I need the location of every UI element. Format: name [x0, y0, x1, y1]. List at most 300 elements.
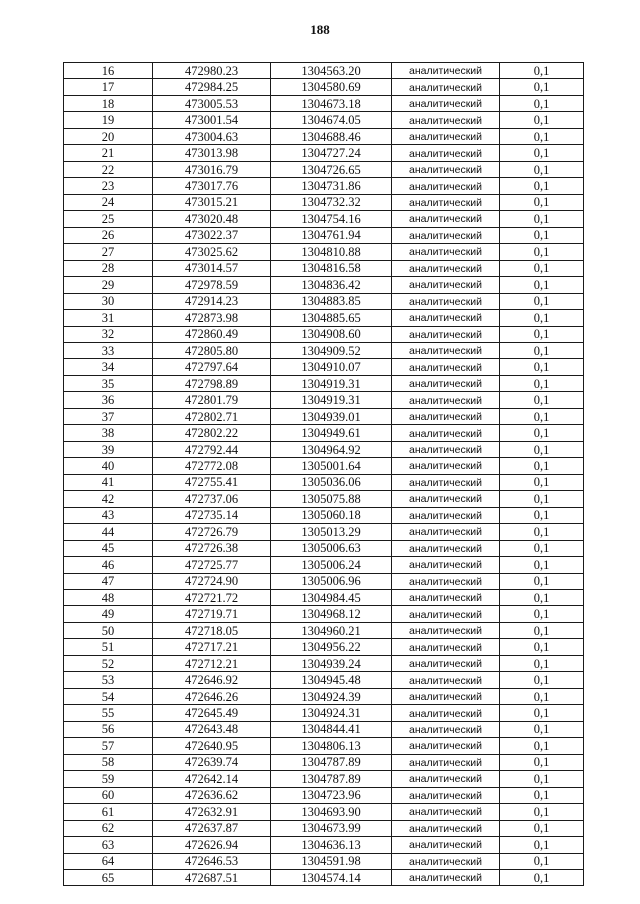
method-cell: аналитический [392, 458, 500, 474]
y-coordinate-cell: 1304908.60 [271, 326, 392, 342]
method-cell: аналитический [392, 211, 500, 227]
method-cell: аналитический [392, 277, 500, 293]
method-cell: аналитический [392, 507, 500, 523]
x-coordinate-cell: 472687.51 [153, 869, 271, 885]
point-number-cell: 43 [64, 507, 153, 523]
point-number-cell: 51 [64, 639, 153, 655]
method-cell: аналитический [392, 524, 500, 540]
x-coordinate-cell: 473005.53 [153, 95, 271, 111]
point-number-cell: 61 [64, 804, 153, 820]
method-cell: аналитический [392, 95, 500, 111]
point-number-cell: 58 [64, 754, 153, 770]
y-coordinate-cell: 1304787.89 [271, 771, 392, 787]
accuracy-cell: 0,1 [500, 688, 584, 704]
y-coordinate-cell: 1304693.90 [271, 804, 392, 820]
y-coordinate-cell: 1304885.65 [271, 310, 392, 326]
accuracy-cell: 0,1 [500, 441, 584, 457]
y-coordinate-cell: 1304732.32 [271, 194, 392, 210]
table-row [64, 754, 584, 770]
x-coordinate-cell: 472637.87 [153, 820, 271, 836]
table-row [64, 178, 584, 194]
x-coordinate-cell: 472712.21 [153, 655, 271, 671]
accuracy-cell: 0,1 [500, 672, 584, 688]
x-coordinate-cell: 472914.23 [153, 293, 271, 309]
accuracy-cell: 0,1 [500, 738, 584, 754]
table-row [64, 194, 584, 210]
method-cell: аналитический [392, 606, 500, 622]
method-cell: аналитический [392, 310, 500, 326]
point-number-cell: 47 [64, 573, 153, 589]
point-number-cell: 20 [64, 128, 153, 144]
point-number-cell: 32 [64, 326, 153, 342]
table-row [64, 705, 584, 721]
accuracy-cell: 0,1 [500, 277, 584, 293]
x-coordinate-cell: 472646.53 [153, 853, 271, 869]
method-cell: аналитический [392, 820, 500, 836]
x-coordinate-cell: 472724.90 [153, 573, 271, 589]
x-coordinate-cell: 472717.21 [153, 639, 271, 655]
x-coordinate-cell: 472626.94 [153, 837, 271, 853]
table-row [64, 244, 584, 260]
accuracy-cell: 0,1 [500, 557, 584, 573]
table-row [64, 326, 584, 342]
table-row [64, 672, 584, 688]
accuracy-cell: 0,1 [500, 787, 584, 803]
table-row [64, 540, 584, 556]
accuracy-cell: 0,1 [500, 392, 584, 408]
accuracy-cell: 0,1 [500, 359, 584, 375]
accuracy-cell: 0,1 [500, 853, 584, 869]
point-number-cell: 17 [64, 79, 153, 95]
y-coordinate-cell: 1304984.45 [271, 590, 392, 606]
y-coordinate-cell: 1304964.92 [271, 441, 392, 457]
point-number-cell: 44 [64, 524, 153, 540]
method-cell: аналитический [392, 705, 500, 721]
accuracy-cell: 0,1 [500, 754, 584, 770]
x-coordinate-cell: 473013.98 [153, 145, 271, 161]
accuracy-cell: 0,1 [500, 375, 584, 391]
accuracy-cell: 0,1 [500, 491, 584, 507]
y-coordinate-cell: 1304883.85 [271, 293, 392, 309]
y-coordinate-cell: 1304836.42 [271, 277, 392, 293]
method-cell: аналитический [392, 128, 500, 144]
table-row [64, 277, 584, 293]
x-coordinate-cell: 472646.26 [153, 688, 271, 704]
table-row [64, 590, 584, 606]
point-number-cell: 29 [64, 277, 153, 293]
point-number-cell: 64 [64, 853, 153, 869]
point-number-cell: 18 [64, 95, 153, 111]
y-coordinate-cell: 1304919.31 [271, 392, 392, 408]
method-cell: аналитический [392, 804, 500, 820]
point-number-cell: 48 [64, 590, 153, 606]
table-row [64, 606, 584, 622]
point-number-cell: 46 [64, 557, 153, 573]
accuracy-cell: 0,1 [500, 804, 584, 820]
table-row [64, 128, 584, 144]
x-coordinate-cell: 472978.59 [153, 277, 271, 293]
x-coordinate-cell: 473025.62 [153, 244, 271, 260]
y-coordinate-cell: 1305013.29 [271, 524, 392, 540]
x-coordinate-cell: 472725.77 [153, 557, 271, 573]
point-number-cell: 59 [64, 771, 153, 787]
accuracy-cell: 0,1 [500, 524, 584, 540]
y-coordinate-cell: 1304580.69 [271, 79, 392, 95]
point-number-cell: 41 [64, 474, 153, 490]
point-number-cell: 57 [64, 738, 153, 754]
x-coordinate-cell: 472642.14 [153, 771, 271, 787]
x-coordinate-cell: 473020.48 [153, 211, 271, 227]
point-number-cell: 40 [64, 458, 153, 474]
x-coordinate-cell: 472805.80 [153, 342, 271, 358]
y-coordinate-cell: 1304924.31 [271, 705, 392, 721]
table-row [64, 310, 584, 326]
y-coordinate-cell: 1304949.61 [271, 425, 392, 441]
x-coordinate-cell: 473017.76 [153, 178, 271, 194]
x-coordinate-cell: 472632.91 [153, 804, 271, 820]
table-row [64, 557, 584, 573]
method-cell: аналитический [392, 375, 500, 391]
x-coordinate-cell: 472802.71 [153, 408, 271, 424]
page-number: 188 [310, 22, 330, 37]
x-coordinate-cell: 472639.74 [153, 754, 271, 770]
x-coordinate-cell: 472984.25 [153, 79, 271, 95]
method-cell: аналитический [392, 540, 500, 556]
accuracy-cell: 0,1 [500, 227, 584, 243]
accuracy-cell: 0,1 [500, 639, 584, 655]
coordinates-table [63, 62, 584, 886]
y-coordinate-cell: 1304787.89 [271, 754, 392, 770]
y-coordinate-cell: 1304810.88 [271, 244, 392, 260]
x-coordinate-cell: 473016.79 [153, 161, 271, 177]
x-coordinate-cell: 472792.44 [153, 441, 271, 457]
y-coordinate-cell: 1304723.96 [271, 787, 392, 803]
table-row [64, 425, 584, 441]
table-row [64, 79, 584, 95]
y-coordinate-cell: 1304939.01 [271, 408, 392, 424]
x-coordinate-cell: 472737.06 [153, 491, 271, 507]
accuracy-cell: 0,1 [500, 721, 584, 737]
method-cell: аналитический [392, 639, 500, 655]
point-number-cell: 62 [64, 820, 153, 836]
x-coordinate-cell: 472802.22 [153, 425, 271, 441]
x-coordinate-cell: 472873.98 [153, 310, 271, 326]
y-coordinate-cell: 1304761.94 [271, 227, 392, 243]
method-cell: аналитический [392, 194, 500, 210]
point-number-cell: 26 [64, 227, 153, 243]
x-coordinate-cell: 472726.79 [153, 524, 271, 540]
accuracy-cell: 0,1 [500, 260, 584, 276]
accuracy-cell: 0,1 [500, 161, 584, 177]
method-cell: аналитический [392, 771, 500, 787]
x-coordinate-cell: 472640.95 [153, 738, 271, 754]
method-cell: аналитический [392, 145, 500, 161]
table-row [64, 771, 584, 787]
point-number-cell: 23 [64, 178, 153, 194]
x-coordinate-cell: 472801.79 [153, 392, 271, 408]
table-row [64, 721, 584, 737]
y-coordinate-cell: 1304574.14 [271, 869, 392, 885]
point-number-cell: 63 [64, 837, 153, 853]
method-cell: аналитический [392, 754, 500, 770]
accuracy-cell: 0,1 [500, 820, 584, 836]
point-number-cell: 53 [64, 672, 153, 688]
accuracy-cell: 0,1 [500, 112, 584, 128]
x-coordinate-cell: 473015.21 [153, 194, 271, 210]
table-row [64, 853, 584, 869]
method-cell: аналитический [392, 227, 500, 243]
table-row [64, 655, 584, 671]
x-coordinate-cell: 472755.41 [153, 474, 271, 490]
point-number-cell: 50 [64, 622, 153, 638]
method-cell: аналитический [392, 244, 500, 260]
y-coordinate-cell: 1304924.39 [271, 688, 392, 704]
table-row [64, 837, 584, 853]
point-number-cell: 16 [64, 63, 153, 79]
x-coordinate-cell: 473004.63 [153, 128, 271, 144]
y-coordinate-cell: 1304844.41 [271, 721, 392, 737]
method-cell: аналитический [392, 853, 500, 869]
y-coordinate-cell: 1304909.52 [271, 342, 392, 358]
accuracy-cell: 0,1 [500, 425, 584, 441]
coordinates-table-body [64, 63, 584, 886]
y-coordinate-cell: 1304956.22 [271, 639, 392, 655]
x-coordinate-cell: 472636.62 [153, 787, 271, 803]
method-cell: аналитический [392, 63, 500, 79]
table-row [64, 688, 584, 704]
accuracy-cell: 0,1 [500, 606, 584, 622]
point-number-cell: 28 [64, 260, 153, 276]
x-coordinate-cell: 472646.92 [153, 672, 271, 688]
x-coordinate-cell: 472860.49 [153, 326, 271, 342]
accuracy-cell: 0,1 [500, 622, 584, 638]
table-row [64, 804, 584, 820]
point-number-cell: 27 [64, 244, 153, 260]
accuracy-cell: 0,1 [500, 326, 584, 342]
method-cell: аналитический [392, 178, 500, 194]
point-number-cell: 55 [64, 705, 153, 721]
point-number-cell: 21 [64, 145, 153, 161]
x-coordinate-cell: 472797.64 [153, 359, 271, 375]
table-row [64, 161, 584, 177]
accuracy-cell: 0,1 [500, 95, 584, 111]
accuracy-cell: 0,1 [500, 771, 584, 787]
y-coordinate-cell: 1304591.98 [271, 853, 392, 869]
y-coordinate-cell: 1304960.21 [271, 622, 392, 638]
y-coordinate-cell: 1305001.64 [271, 458, 392, 474]
y-coordinate-cell: 1304563.20 [271, 63, 392, 79]
accuracy-cell: 0,1 [500, 145, 584, 161]
method-cell: аналитический [392, 655, 500, 671]
method-cell: аналитический [392, 672, 500, 688]
method-cell: аналитический [392, 622, 500, 638]
method-cell: аналитический [392, 590, 500, 606]
y-coordinate-cell: 1305060.18 [271, 507, 392, 523]
y-coordinate-cell: 1304726.65 [271, 161, 392, 177]
x-coordinate-cell: 473001.54 [153, 112, 271, 128]
y-coordinate-cell: 1305036.06 [271, 474, 392, 490]
y-coordinate-cell: 1304731.86 [271, 178, 392, 194]
accuracy-cell: 0,1 [500, 573, 584, 589]
y-coordinate-cell: 1304673.18 [271, 95, 392, 111]
method-cell: аналитический [392, 112, 500, 128]
table-row [64, 573, 584, 589]
y-coordinate-cell: 1304727.24 [271, 145, 392, 161]
table-row [64, 392, 584, 408]
x-coordinate-cell: 472645.49 [153, 705, 271, 721]
y-coordinate-cell: 1304816.58 [271, 260, 392, 276]
table-row [64, 260, 584, 276]
y-coordinate-cell: 1304910.07 [271, 359, 392, 375]
point-number-cell: 49 [64, 606, 153, 622]
y-coordinate-cell: 1304674.05 [271, 112, 392, 128]
x-coordinate-cell: 472719.71 [153, 606, 271, 622]
x-coordinate-cell: 472798.89 [153, 375, 271, 391]
method-cell: аналитический [392, 293, 500, 309]
method-cell: аналитический [392, 161, 500, 177]
table-row [64, 738, 584, 754]
table-row [64, 787, 584, 803]
accuracy-cell: 0,1 [500, 293, 584, 309]
point-number-cell: 60 [64, 787, 153, 803]
y-coordinate-cell: 1305006.63 [271, 540, 392, 556]
method-cell: аналитический [392, 260, 500, 276]
accuracy-cell: 0,1 [500, 590, 584, 606]
method-cell: аналитический [392, 573, 500, 589]
accuracy-cell: 0,1 [500, 837, 584, 853]
point-number-cell: 22 [64, 161, 153, 177]
y-coordinate-cell: 1304919.31 [271, 375, 392, 391]
method-cell: аналитический [392, 474, 500, 490]
y-coordinate-cell: 1305006.24 [271, 557, 392, 573]
table-row [64, 869, 584, 885]
table-row [64, 375, 584, 391]
y-coordinate-cell: 1304754.16 [271, 211, 392, 227]
table-row [64, 95, 584, 111]
point-number-cell: 38 [64, 425, 153, 441]
table-row [64, 507, 584, 523]
point-number-cell: 65 [64, 869, 153, 885]
table-row [64, 145, 584, 161]
point-number-cell: 45 [64, 540, 153, 556]
x-coordinate-cell: 473014.57 [153, 260, 271, 276]
method-cell: аналитический [392, 425, 500, 441]
y-coordinate-cell: 1305075.88 [271, 491, 392, 507]
table-row [64, 227, 584, 243]
point-number-cell: 42 [64, 491, 153, 507]
method-cell: аналитический [392, 441, 500, 457]
method-cell: аналитический [392, 688, 500, 704]
point-number-cell: 34 [64, 359, 153, 375]
point-number-cell: 33 [64, 342, 153, 358]
y-coordinate-cell: 1304945.48 [271, 672, 392, 688]
point-number-cell: 39 [64, 441, 153, 457]
point-number-cell: 52 [64, 655, 153, 671]
method-cell: аналитический [392, 392, 500, 408]
y-coordinate-cell: 1304636.13 [271, 837, 392, 853]
method-cell: аналитический [392, 721, 500, 737]
table-row [64, 524, 584, 540]
table-row [64, 458, 584, 474]
y-coordinate-cell: 1304968.12 [271, 606, 392, 622]
y-coordinate-cell: 1304939.24 [271, 655, 392, 671]
table-row [64, 441, 584, 457]
accuracy-cell: 0,1 [500, 211, 584, 227]
accuracy-cell: 0,1 [500, 194, 584, 210]
method-cell: аналитический [392, 738, 500, 754]
accuracy-cell: 0,1 [500, 63, 584, 79]
accuracy-cell: 0,1 [500, 655, 584, 671]
y-coordinate-cell: 1305006.96 [271, 573, 392, 589]
point-number-cell: 56 [64, 721, 153, 737]
y-coordinate-cell: 1304673.99 [271, 820, 392, 836]
y-coordinate-cell: 1304688.46 [271, 128, 392, 144]
table-row [64, 211, 584, 227]
point-number-cell: 31 [64, 310, 153, 326]
accuracy-cell: 0,1 [500, 540, 584, 556]
accuracy-cell: 0,1 [500, 458, 584, 474]
x-coordinate-cell: 472772.08 [153, 458, 271, 474]
x-coordinate-cell: 472721.72 [153, 590, 271, 606]
point-number-cell: 24 [64, 194, 153, 210]
accuracy-cell: 0,1 [500, 310, 584, 326]
table-row [64, 820, 584, 836]
accuracy-cell: 0,1 [500, 474, 584, 490]
method-cell: аналитический [392, 79, 500, 95]
method-cell: аналитический [392, 787, 500, 803]
table-row [64, 63, 584, 79]
method-cell: аналитический [392, 408, 500, 424]
method-cell: аналитический [392, 491, 500, 507]
table-row [64, 293, 584, 309]
point-number-cell: 36 [64, 392, 153, 408]
point-number-cell: 19 [64, 112, 153, 128]
method-cell: аналитический [392, 837, 500, 853]
point-number-cell: 54 [64, 688, 153, 704]
x-coordinate-cell: 472980.23 [153, 63, 271, 79]
x-coordinate-cell: 472718.05 [153, 622, 271, 638]
point-number-cell: 30 [64, 293, 153, 309]
table-row [64, 112, 584, 128]
x-coordinate-cell: 472726.38 [153, 540, 271, 556]
method-cell: аналитический [392, 557, 500, 573]
accuracy-cell: 0,1 [500, 705, 584, 721]
method-cell: аналитический [392, 359, 500, 375]
table-row [64, 491, 584, 507]
accuracy-cell: 0,1 [500, 507, 584, 523]
method-cell: аналитический [392, 326, 500, 342]
table-row [64, 639, 584, 655]
table-row [64, 622, 584, 638]
method-cell: аналитический [392, 869, 500, 885]
method-cell: аналитический [392, 342, 500, 358]
table-row [64, 408, 584, 424]
accuracy-cell: 0,1 [500, 178, 584, 194]
x-coordinate-cell: 473022.37 [153, 227, 271, 243]
accuracy-cell: 0,1 [500, 869, 584, 885]
accuracy-cell: 0,1 [500, 342, 584, 358]
table-row [64, 342, 584, 358]
point-number-cell: 25 [64, 211, 153, 227]
accuracy-cell: 0,1 [500, 128, 584, 144]
table-row [64, 474, 584, 490]
y-coordinate-cell: 1304806.13 [271, 738, 392, 754]
point-number-cell: 37 [64, 408, 153, 424]
table-row [64, 359, 584, 375]
accuracy-cell: 0,1 [500, 408, 584, 424]
accuracy-cell: 0,1 [500, 244, 584, 260]
accuracy-cell: 0,1 [500, 79, 584, 95]
